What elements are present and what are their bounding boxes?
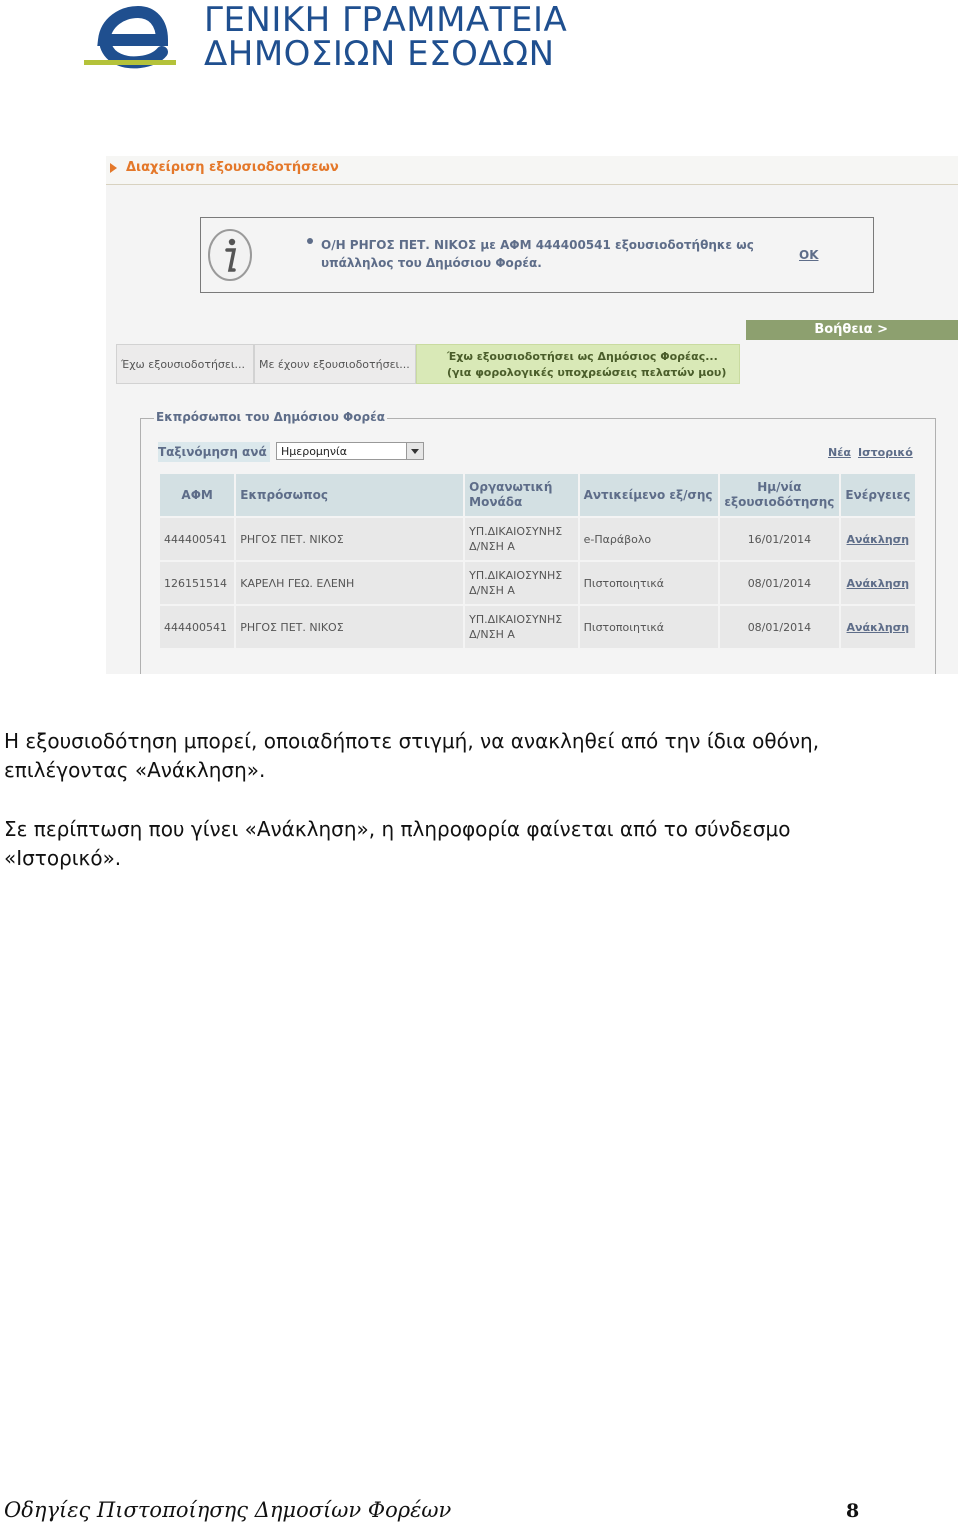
cell-subject: Πιστοποιητικά <box>580 606 719 648</box>
paragraph-history-line-1: Σε περίπτωση που γίνει «Ανάκληση», η πληροφορία φαίνεται από το σύνδεσμο <box>4 817 791 841</box>
tab-i-have-authorized[interactable]: Έχω εξουσιοδοτήσει... <box>116 344 254 384</box>
cell-representative: ΡΗΓΟΣ ΠΕΤ. ΝΙΚΟΣ <box>236 606 463 648</box>
tab-public-body-line-1: Έχω εξουσιοδοτήσει ως Δημόσιος Φορέας... <box>447 350 718 363</box>
revoke-link[interactable]: Ανάκληση <box>846 576 910 590</box>
table-row <box>160 606 915 648</box>
cell-afm: 444400541 <box>160 518 234 560</box>
table-header-row <box>160 474 915 516</box>
cell-subject: e-Παράβολο <box>580 518 719 560</box>
cell-unit-line-2: Δ/ΝΣΗ Α <box>469 584 515 597</box>
cell-actions <box>841 606 915 648</box>
footer-title: Οδηγίες Πιστοποίησης Δημοσίων Φορέων <box>4 1498 452 1522</box>
cell-date: 08/01/2014 <box>720 606 839 648</box>
sort-select[interactable] <box>276 442 424 460</box>
new-link[interactable]: Νέα <box>828 446 851 459</box>
cell-afm: 444400541 <box>160 606 234 648</box>
paragraph-history <box>4 815 934 873</box>
representatives-table <box>158 472 917 650</box>
tab-bar <box>116 344 958 384</box>
cell-date: 08/01/2014 <box>720 562 839 604</box>
info-message-box <box>200 217 874 293</box>
cell-subject: Πιστοποιητικά <box>580 562 719 604</box>
cell-unit <box>465 606 577 648</box>
cell-actions <box>841 518 915 560</box>
cell-representative: ΡΗΓΟΣ ΠΕΤ. ΝΙΚΟΣ <box>236 518 463 560</box>
logo-line-2: ΔΗΜΟΣΙΩΝ ΕΣΟΔΩΝ <box>204 34 555 74</box>
revoke-link[interactable]: Ανάκληση <box>846 532 910 546</box>
triangle-right-icon <box>110 163 117 173</box>
cell-unit-line-1: ΥΠ.ΔΙΚΑΙΟΣΥΝΗΣ <box>469 613 563 626</box>
revoke-link[interactable]: Ανάκληση <box>846 620 910 634</box>
cell-unit-line-2: Δ/ΝΣΗ Α <box>469 540 515 553</box>
logo-line-1: ΓΕΝΙΚΗ ΓΡΑΜΜΑΤΕΙΑ <box>204 0 568 40</box>
sort-label: Ταξινόμηση ανά <box>158 442 270 462</box>
cell-date: 16/01/2014 <box>720 518 839 560</box>
info-icon <box>207 228 253 282</box>
cell-unit-line-2: Δ/ΝΣΗ Α <box>469 628 515 641</box>
history-link[interactable]: Ιστορικό <box>858 446 913 459</box>
chevron-down-icon[interactable] <box>406 443 423 459</box>
paragraph-revoke-line-1: Η εξουσιοδότηση μπορεί, οποιαδήποτε στιγμή, να ανακληθεί από την ίδια οθόνη, <box>4 729 820 753</box>
logo <box>84 0 568 74</box>
col-actions: Ενέργειες <box>841 474 915 516</box>
ok-link[interactable]: ΟΚ <box>799 248 819 262</box>
page-number: 8 <box>846 1500 860 1522</box>
fieldset-legend: Εκπρόσωποι του Δημόσιου Φορέα <box>156 410 386 424</box>
cell-unit <box>465 562 577 604</box>
cell-unit <box>465 518 577 560</box>
sort-select-value: Ημερομηνία <box>281 445 348 458</box>
paragraph-revoke <box>4 727 934 785</box>
section-header <box>106 156 958 185</box>
col-unit: Οργανωτική Μονάδα <box>465 474 577 516</box>
cell-unit-line-1: ΥΠ.ΔΙΚΑΙΟΣΥΝΗΣ <box>469 525 563 538</box>
app-screenshot <box>106 156 958 674</box>
col-afm: ΑΦΜ <box>160 474 234 516</box>
col-representative: Εκπρόσωπος <box>236 474 463 516</box>
cell-afm: 126151514 <box>160 562 234 604</box>
paragraph-history-line-2: «Ιστορικό». <box>4 846 122 870</box>
tab-public-body-line-2: (για φορολογικές υποχρεώσεις πελατών μου) <box>447 366 727 379</box>
cell-representative: ΚΑΡΕΛΗ ΓΕΩ. ΕΛΕΝΗ <box>236 562 463 604</box>
help-button[interactable]: Βοήθεια > <box>746 320 958 340</box>
section-title: Διαχείριση εξουσιοδοτήσεων <box>126 160 339 175</box>
tab-public-body[interactable] <box>416 344 740 384</box>
info-message: Ο/Η ΡΗΓΟΣ ΠΕΤ. ΝΙΚΟΣ με ΑΦΜ 444400541 εξουσιοδοτήθηκε ως υπάλληλος του Δημόσιου Φορέα. <box>321 238 754 270</box>
paragraph-revoke-line-2: επιλέγοντας «Ανάκληση». <box>4 758 266 782</box>
col-subject: Αντικείμενο εξ/σης <box>580 474 719 516</box>
cell-unit-line-1: ΥΠ.ΔΙΚΑΙΟΣΥΝΗΣ <box>469 569 563 582</box>
bullet-icon <box>307 238 313 244</box>
tab-authorized-me[interactable]: Με έχουν εξουσιοδοτήσει... <box>254 344 416 384</box>
col-date: Ημ/νία εξουσιοδότησης <box>720 474 839 516</box>
e-logo-icon <box>84 0 184 70</box>
table-row <box>160 518 915 560</box>
cell-actions <box>841 562 915 604</box>
table-row <box>160 562 915 604</box>
